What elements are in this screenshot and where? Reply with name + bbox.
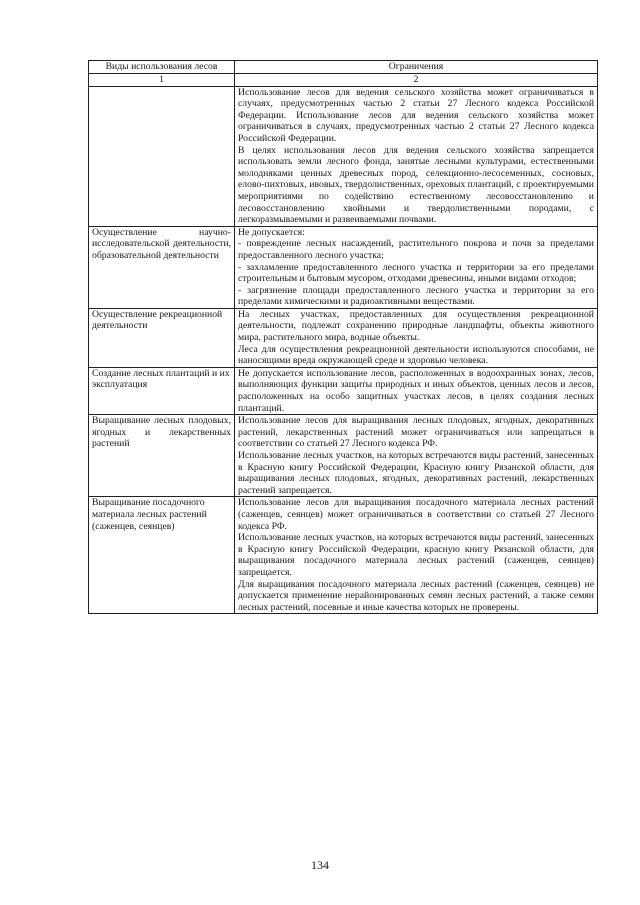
table-row xyxy=(89,226,598,308)
column-number-2: 2 xyxy=(235,74,598,87)
usage-type-cell: Осуществление научно-исследовательской деятельности, образовательной деятельности xyxy=(89,226,235,308)
restriction-paragraph: В целях использования лесов для ведения сельского хозяйства запрещается использовать земли лесного фонда, занятые лесными культурами, естественными молодняками ценных древесных пород, селекционно-лесосеменных, сосновых, елово-пихтовых, ивовых, твердолиственных, ореховых плантаций, с проектируемыми мероприятиями по содействию естественному лесовосстановлению и лесовосстановлению хвойными и твердолиственными породами, с легкоразмываемыми и развеиваемыми почвами. xyxy=(238,144,594,226)
restriction-cell xyxy=(235,86,598,226)
table-row xyxy=(89,415,598,497)
restriction-paragraph: Леса для осуществления рекреационной деятельности используются способами, не наносящими вреда окружающей среде и здоровью человека. xyxy=(238,343,594,367)
column-number-1: 1 xyxy=(89,74,235,87)
table-row xyxy=(89,308,598,367)
usage-type-cell: Осуществление рекреационной деятельности xyxy=(89,308,235,367)
restriction-cell xyxy=(235,308,598,367)
column-number-row xyxy=(89,74,598,87)
restriction-paragraph: - загрязнение площади предоставленного лесного участка и территории за его пределами химическими и радиоактивными веществами. xyxy=(238,284,594,308)
table-header-row xyxy=(89,61,598,74)
restriction-cell xyxy=(235,367,598,414)
header-usage-types: Виды использования лесов xyxy=(89,61,235,74)
restriction-paragraph: - повреждение лесных насаждений, растительного покрова и почв за пределами предоставленного лесного участка; xyxy=(238,238,594,261)
restriction-paragraph: Для выращивания посадочного материала лесных растений (саженцев, сеянцев) не допускается применение нерайонированных семян лесных растений, а также семян лесных растений, посевные и иные качества которых не проверены. xyxy=(238,578,594,613)
page-number: 134 xyxy=(311,858,329,872)
restrictions-table xyxy=(88,60,598,614)
table-row xyxy=(89,367,598,414)
table-row xyxy=(89,497,598,614)
usage-type-cell xyxy=(89,86,235,226)
restriction-paragraph: - захламление предоставленного лесного участка и территории за его пределами строительным и бытовым мусором, отходами древесины, иными видами отходов; xyxy=(238,261,594,285)
header-restrictions: Ограничения xyxy=(235,61,598,74)
restriction-paragraph: Использование лесов для ведения сельского хозяйства может ограничиваться в случаях, предусмотренных частью 2 статьи 27 Лесного кодекса Российской Федерации. Использование лесов для ведения сельского хозяйства может ограничиваться в случаях, предусмотренных частью 2 статьи 27 Лесного кодекса Российской Федерации. xyxy=(238,86,594,144)
restriction-paragraph: Использование лесов для выращивания лесных плодовых, ягодных, декоративных растений, лекарственных растений может ограничиваться или запрещаться в соответствии со статьей 27 Лесного кодекса РФ. xyxy=(238,415,594,450)
restriction-cell xyxy=(235,226,598,308)
restriction-paragraph: На лесных участках, предоставленных для осуществления рекреационной деятельности, подлежат сохранению природные ландшафты, объекты животного мира, растительного мира, водные объекты. xyxy=(238,308,594,344)
usage-type-cell: Выращивание посадочного материала лесных растений (саженцев, сеянцев) xyxy=(89,497,235,614)
restriction-paragraph: Использование лесных участков, на которых встречаются виды растений, занесенных в Красную книгу Российской Федерации, красную книгу Рязанской области, для выращивания посадочного материала лесных растений (саженцев, сеянцев) запрещается. xyxy=(238,532,594,578)
usage-type-cell: Выращивание лесных плодовых, ягодных и лекарственных растений xyxy=(89,415,235,497)
restriction-paragraph: Не допускается: xyxy=(238,226,305,238)
usage-type-cell: Создание лесных плантаций и их эксплуатация xyxy=(89,367,235,414)
restriction-paragraph: Использование лесных участков, на которых встречаются виды растений, занесенных в Красную книгу Российской Федерации, Красную книгу Рязанской области, для выращивания лесных плодовых, ягодных, декоративных растений, лекарственных растений запрещается. xyxy=(238,450,594,496)
table-row xyxy=(89,86,598,226)
restriction-paragraph: Не допускается использование лесов, расположенных в водоохранных зонах, лесов, выполняющих функции защиты природных и иных объектов, ценных лесов и лесов, расположенных на особо защитных участках лесов, в целях создания лесных плантаций. xyxy=(238,367,594,414)
restriction-cell xyxy=(235,415,598,497)
restriction-cell xyxy=(235,497,598,614)
restriction-paragraph: Использование лесов для выращивания посадочного материала лесных растений (саженцев, сеянцев) может ограничиваться в соответствии со статьей 27 Лесного кодекса РФ. xyxy=(238,497,594,532)
